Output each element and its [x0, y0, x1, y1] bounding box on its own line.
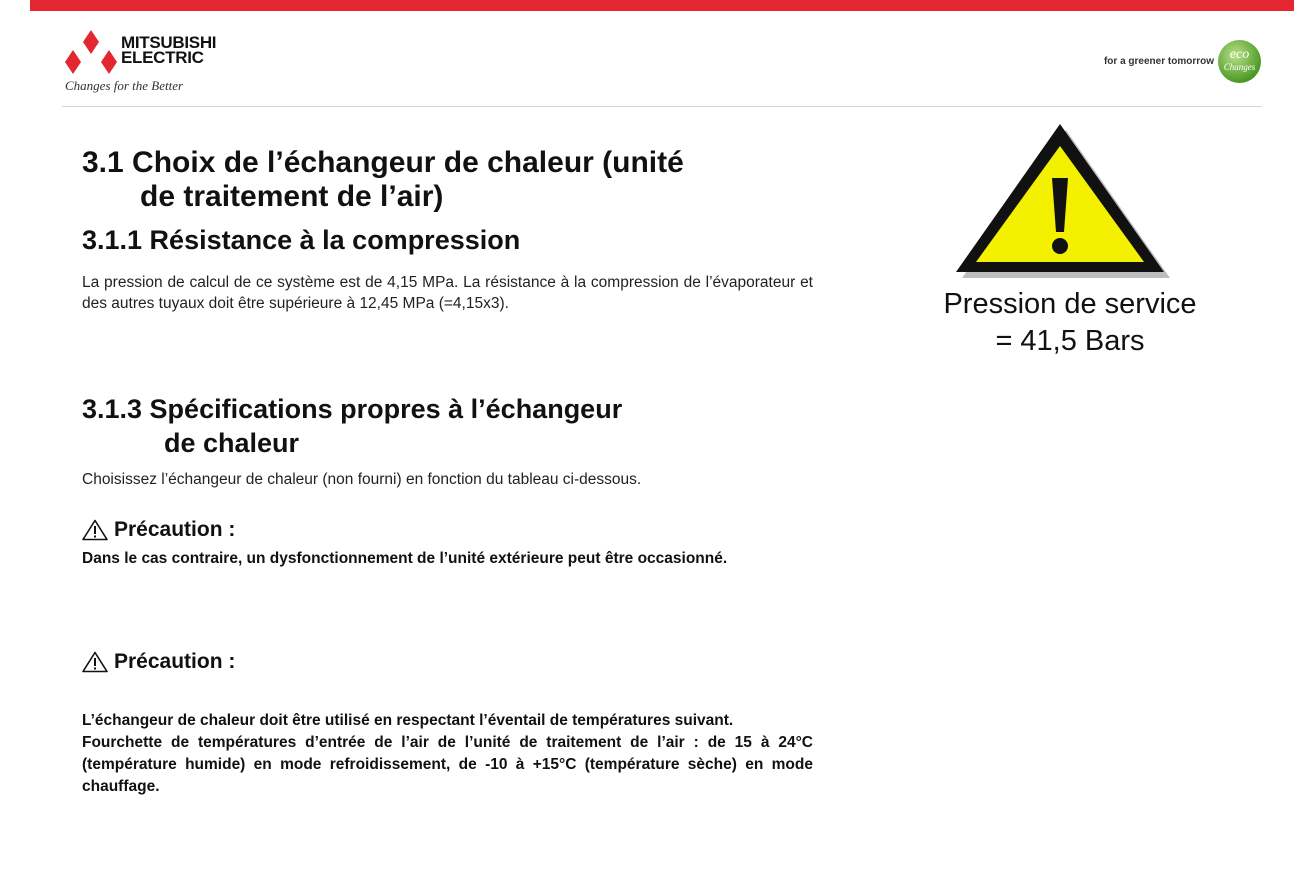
subsection-heading-3-1-3: 3.1.3 Spécifications propres à l’échangeur de chaleur	[82, 394, 623, 458]
brand-name: MITSUBISHI ELECTRIC	[121, 33, 217, 67]
warning-triangle-icon	[944, 120, 1172, 285]
caution-text-2: L’échangeur de chaleur doit être utilisé en respectant l’éventail de températures suivant. Fourchette de températures d’entrée de l’air de l’unité de traitement de l’air : de 15 à 24°C (température humide) en mode refroidissement, de -10 à +15°C (température sèche) en mode chauffage.	[82, 712, 813, 795]
header-divider	[62, 106, 1262, 107]
compression-paragraph: La pression de calcul de ce système est de 4,15 MPa. La résistance à la compression de l’évaporateur et des autres tuyaux doit être supérieure à 12,45 MPa (=4,15x3).	[82, 274, 813, 312]
caution-text-1: Dans le cas contraire, un dysfonctionnement de l’unité extérieure peut être occasionné.	[82, 550, 728, 567]
caution-triangle-icon	[82, 519, 108, 541]
top-accent-bar	[30, 0, 1294, 11]
eco-changes-badge-icon: eco Changes	[1218, 40, 1261, 83]
mitsubishi-logo	[62, 30, 242, 100]
caution-triangle-icon	[82, 651, 108, 673]
section-heading-3-1: 3.1 Choix de l’échangeur de chaleur (unité de traitement de l’air)	[82, 146, 684, 213]
brand-tagline: Changes for the Better	[65, 78, 184, 93]
three-diamonds-icon	[62, 30, 120, 74]
caution-heading-2: Précaution :	[82, 650, 235, 674]
service-pressure-caption: Pression de service = 41,5 Bars	[943, 288, 1197, 357]
exchanger-paragraph: Choisissez l’échangeur de chaleur (non fourni) en fonction du tableau ci-dessous.	[82, 471, 642, 488]
eco-slogan: for a greener tomorrow	[1103, 56, 1214, 67]
subsection-heading-3-1-1: 3.1.1 Résistance à la compression	[82, 225, 521, 255]
caution-heading-1: Précaution :	[82, 518, 235, 542]
